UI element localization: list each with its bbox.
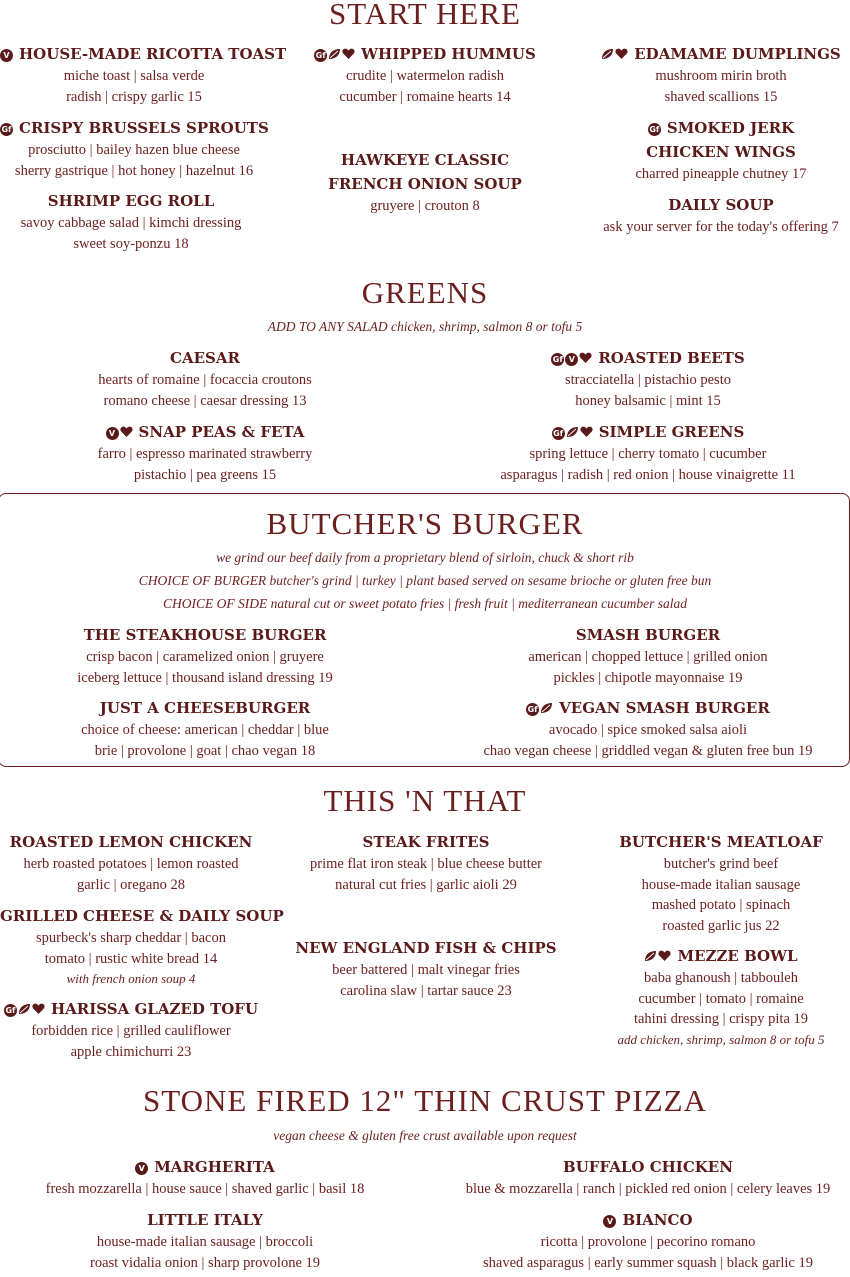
item-desc: baba ghanoush | tabbouleh <box>644 970 798 986</box>
item-name: SMOKED JERK <box>666 119 795 137</box>
menu-item-mezze-bowl <box>600 944 842 1050</box>
burger-note-choice-of-burger: CHOICE OF BURGER butcher's grind | turkey | plant based served on sesame brioche or gluten free bun <box>138 573 712 588</box>
item-desc: american | chopped lettuce | grilled onion <box>528 649 768 665</box>
item-desc: garlic | oregano 28 <box>77 876 185 893</box>
item-name: FRENCH ONION SOUP <box>328 175 522 193</box>
menu-item-buffalo-chicken <box>448 1155 848 1200</box>
menu-item-grilled-cheese-daily-soup <box>0 904 284 989</box>
item-desc: house-made italian sausage <box>641 876 801 893</box>
item-desc: miche toast | salsa verde <box>63 68 205 84</box>
item-desc: mushroom mirin broth <box>655 68 787 84</box>
leaf-icon <box>18 1003 31 1015</box>
item-desc: charred pineapple chutney 17 <box>635 166 807 182</box>
vegetarian-badge-icon: V <box>135 1162 148 1175</box>
item-name: EDAMAME DUMPLINGS <box>634 45 841 63</box>
menu-item-daily-soup <box>592 193 850 238</box>
item-name: BUTCHER'S MEATLOAF <box>619 833 823 851</box>
item-name: SIMPLE GREENS <box>598 423 745 441</box>
item-desc: chao vegan cheese | griddled vegan & gluten free bun 19 <box>483 742 813 759</box>
item-name: HAWKEYE CLASSIC <box>340 151 510 169</box>
item-desc: stracciatella | pistachio pesto <box>565 372 731 388</box>
item-desc: tomato | rustic white bread 14 <box>44 950 218 967</box>
menu-item-just-a-cheeseburger <box>50 696 360 761</box>
item-desc: pickles | chipotle mayonnaise 19 <box>553 669 743 686</box>
item-desc: roasted garlic jus 22 <box>662 917 780 934</box>
item-desc: mashed potato | spinach <box>651 897 791 913</box>
section-title-greens: GREENS <box>361 275 489 310</box>
heart-icon <box>658 950 671 962</box>
menu-item-little-italy <box>50 1208 360 1273</box>
pizza-note: vegan cheese & gluten free crust available upon request <box>273 1128 577 1143</box>
item-name: BUFFALO CHICKEN <box>563 1158 733 1176</box>
item-desc: savoy cabbage salad | kimchi dressing <box>20 215 242 231</box>
item-desc: romano cheese | caesar dressing 13 <box>103 392 307 409</box>
gluten-free-badge-icon: Gf <box>527 705 538 714</box>
item-name: CRISPY BRUSSELS SPROUTS <box>19 119 269 137</box>
item-name: GRILLED CHEESE & DAILY SOUP <box>0 907 284 925</box>
menu-item-ricotta-toast <box>0 42 287 107</box>
leaf-icon <box>328 48 341 60</box>
menu-item-snap-peas-feta <box>60 420 350 485</box>
menu-item-fish-chips <box>286 936 566 1001</box>
menu-item-french-onion-soup <box>290 148 560 217</box>
item-desc: ricotta | provolone | pecorino romano <box>540 1234 756 1250</box>
vegetarian-badge-icon: V <box>565 353 578 366</box>
menu-item-harissa-glazed-tofu <box>0 997 262 1062</box>
item-desc: roast vidalia onion | sharp provolone 19 <box>89 1254 321 1271</box>
item-desc: choice of cheese: american | cheddar | blue <box>81 722 329 738</box>
item-desc: ask your server for the today's offering 7 <box>603 219 839 235</box>
menu-item-vegan-smash-burger <box>448 696 848 761</box>
item-name: SNAP PEAS & FETA <box>138 423 305 441</box>
menu-item-smash-burger <box>478 623 818 688</box>
menu-item-edamame-dumplings <box>592 42 850 107</box>
menu-item-whipped-hummus <box>290 42 560 107</box>
item-desc: cucumber | tomato | romaine <box>638 990 804 1007</box>
menu-item-shrimp-egg-roll <box>0 189 262 254</box>
gluten-free-badge-icon: Gf <box>5 1006 16 1015</box>
heart-icon <box>32 1003 45 1015</box>
item-desc: gruyere | crouton 8 <box>370 198 480 214</box>
item-desc: fresh mozzarella | house sauce | shaved garlic | basil 18 <box>45 1181 365 1197</box>
item-name: WHIPPED HUMMUS <box>361 45 536 63</box>
item-name: ROASTED LEMON CHICKEN <box>9 833 253 851</box>
item-name: MARGHERITA <box>154 1158 275 1176</box>
item-desc: sherry gastrique | hot honey | hazelnut 16 <box>14 162 254 179</box>
leaf-icon <box>601 48 614 60</box>
item-name: HOUSE-MADE RICOTTA TOAST <box>19 45 287 63</box>
item-name: ROASTED BEETS <box>598 349 745 367</box>
leaf-icon <box>644 950 657 962</box>
item-desc: prime flat iron steak | blue cheese butter <box>310 856 542 872</box>
gluten-free-badge-icon: Gf <box>553 429 564 438</box>
item-desc: shaved asparagus | early summer squash | black garlic 19 <box>483 1254 813 1271</box>
menu-item-roasted-lemon-chicken <box>0 830 262 895</box>
item-desc: iceberg lettuce | thousand island dressing 19 <box>77 669 333 686</box>
item-desc: blue & mozzarella | ranch | pickled red onion | celery leaves 19 <box>465 1181 831 1197</box>
item-name: LITTLE ITALY <box>147 1211 263 1229</box>
item-desc: beer battered | malt vinegar fries <box>332 962 520 978</box>
burger-note-choice-of-side: CHOICE OF SIDE natural cut or sweet potato fries | fresh fruit | mediterranean cucumber salad <box>162 596 687 611</box>
menu-item-steakhouse-burger <box>50 623 360 688</box>
item-desc: natural cut fries | garlic aioli 29 <box>335 876 517 893</box>
item-name: VEGAN SMASH BURGER <box>559 699 770 717</box>
menu-item-smoked-jerk-wings <box>592 116 850 185</box>
item-name: JUST A CHEESEBURGER <box>99 699 311 717</box>
item-name: SHRIMP EGG ROLL <box>47 192 215 210</box>
heart-icon <box>580 426 593 438</box>
item-desc: radish | crispy garlic 15 <box>66 88 202 105</box>
item-name: CHICKEN WINGS <box>646 143 796 161</box>
vegetarian-badge-icon: V <box>106 427 119 440</box>
item-desc: hearts of romaine | focaccia croutons <box>98 372 312 388</box>
item-name: STEAK FRITES <box>362 833 490 851</box>
section-title-this-n-that: THIS 'N THAT <box>323 783 527 818</box>
item-name: HARISSA GLAZED TOFU <box>50 1000 259 1018</box>
leaf-icon <box>566 426 579 438</box>
item-desc: asparagus | radish | red onion | house vinaigrette 11 <box>500 466 796 483</box>
item-desc: tahini dressing | crispy pita 19 <box>633 1011 809 1027</box>
item-desc: brie | provolone | goat | chao vegan 18 <box>94 742 316 759</box>
heart-icon <box>615 48 628 60</box>
menu-item-bianco <box>448 1208 848 1273</box>
menu-item-caesar <box>60 346 350 411</box>
item-desc: spring lettuce | cherry tomato | cucumber <box>529 446 767 462</box>
menu-item-steak-frites <box>286 830 566 895</box>
menu-item-simple-greens <box>478 420 818 485</box>
item-desc: crudite | watermelon radish <box>346 68 504 84</box>
item-name: THE STEAKHOUSE BURGER <box>83 626 327 644</box>
item-name: CAESAR <box>170 349 240 367</box>
burger-note-beef: we grind our beef daily from a proprietary blend of sirloin, chuck & short rib <box>216 550 634 565</box>
greens-add-note: ADD TO ANY SALAD chicken, shrimp, salmon 8 or tofu 5 <box>267 319 583 334</box>
item-name: BIANCO <box>622 1211 693 1229</box>
item-desc: spurbeck's sharp cheddar | bacon <box>36 930 226 946</box>
item-desc: pistachio | pea greens 15 <box>133 466 277 483</box>
item-desc: crisp bacon | caramelized onion | gruyere <box>86 649 324 665</box>
item-name: MEZZE BOWL <box>677 947 798 965</box>
item-desc: butcher's grind beef <box>663 856 779 872</box>
item-desc: house-made italian sausage | broccoli <box>96 1234 314 1250</box>
vegetarian-badge-icon: V <box>603 1215 616 1228</box>
item-name: NEW ENGLAND FISH & CHIPS <box>295 939 557 957</box>
item-name: SMASH BURGER <box>575 626 721 644</box>
item-desc: cucumber | romaine hearts 14 <box>339 88 511 105</box>
item-desc: sweet soy-ponzu 18 <box>73 235 189 252</box>
heart-icon <box>120 426 133 438</box>
item-desc: carolina slaw | tartar sauce 23 <box>340 982 512 999</box>
menu-item-crispy-brussels-sprouts <box>0 116 268 181</box>
item-desc: prosciutto | bailey hazen blue cheese <box>28 142 240 158</box>
section-title-pizza: STONE FIRED 12" THIN CRUST PIZZA <box>143 1083 707 1118</box>
item-desc: herb roasted potatoes | lemon roasted <box>23 856 239 872</box>
item-desc: avocado | spice smoked salsa aioli <box>548 722 748 738</box>
menu-item-butchers-meatloaf <box>600 830 842 936</box>
leaf-icon <box>540 702 553 714</box>
item-desc: apple chimichurri 23 <box>70 1043 192 1060</box>
vegetarian-badge-icon: V <box>0 49 13 62</box>
gluten-free-badge-icon: Gf <box>315 51 326 60</box>
heart-icon <box>579 352 592 364</box>
menu-item-roasted-beets <box>488 346 808 411</box>
gluten-free-badge-icon: Gf <box>552 355 563 364</box>
item-desc: forbidden rice | grilled cauliflower <box>31 1023 231 1039</box>
menu-item-margherita <box>20 1155 390 1200</box>
heart-icon <box>342 48 355 60</box>
item-name: DAILY SOUP <box>668 196 774 214</box>
item-desc: honey balsamic | mint 15 <box>575 392 721 409</box>
item-addon-note: add chicken, shrimp, salmon 8 or tofu 5 <box>617 1031 825 1047</box>
gluten-free-badge-icon: Gf <box>649 125 660 134</box>
gluten-free-badge-icon: Gf <box>1 125 12 134</box>
section-title-start-here: START HERE <box>329 0 521 31</box>
item-desc: shaved scallions 15 <box>664 88 778 105</box>
item-desc: farro | espresso marinated strawberry <box>97 446 313 462</box>
item-addon-note: with french onion soup 4 <box>66 971 196 986</box>
section-title-butchers-burger: BUTCHER'S BURGER <box>266 506 584 541</box>
